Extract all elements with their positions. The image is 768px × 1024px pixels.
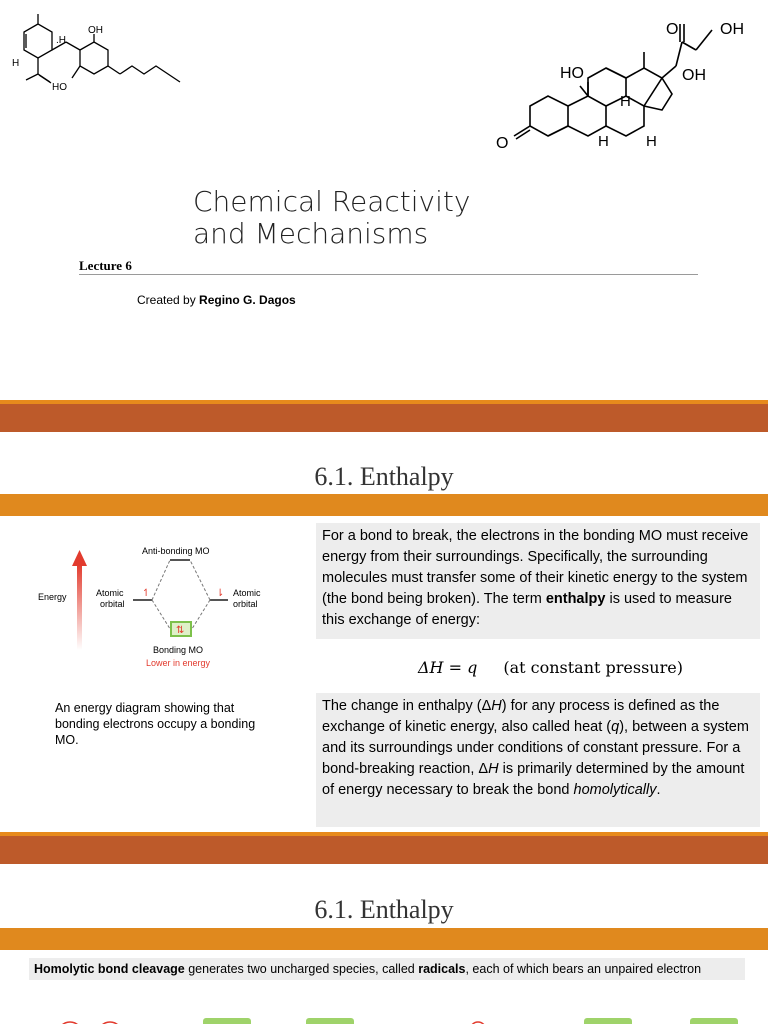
lower-energy-label: Lower in energy <box>146 658 211 668</box>
box2-text-4: is primarily determined by the amount of energy necessary to break the bond <box>322 761 745 798</box>
homolytic-definition-box <box>29 958 745 980</box>
steroid-h-mid: H <box>620 93 631 110</box>
lecture-label: Lecture 6 <box>79 258 132 273</box>
energy-label: Energy <box>38 592 67 602</box>
box2-text-3: ), between a system and its surroundings under conditions of constant pressure. For a bond-breaking reaction, Δ <box>322 719 749 777</box>
enthalpy-definition-box <box>316 693 760 827</box>
cbd-structure <box>8 6 193 106</box>
svg-text:⇅: ⇅ <box>176 625 185 636</box>
author-line <box>137 293 296 307</box>
box1-bold-term: enthalpy <box>545 591 606 607</box>
box2-italic-1: H <box>491 698 502 714</box>
cbd-oh-label: OH <box>88 25 103 36</box>
box1-text-2: is used to measure this exchange of energy: <box>322 591 732 628</box>
box2-text-5: . <box>656 782 661 798</box>
author-name: Regino G. Dagos <box>199 293 296 307</box>
steroid-h-left: H <box>598 133 609 150</box>
box2-italic-2: q <box>611 719 620 735</box>
section-title-2: 6.1. Enthalpy <box>314 895 454 924</box>
box1-text-1: For a bond to break, the electrons in the bonding MO must receive energy from their surroundings. Specifically, the surrounding molecules must transfer some of their kinetic energy to the system (the bond being broken). The term <box>322 528 749 607</box>
homolytic-text-1: generates two uncharged species, called <box>184 962 419 976</box>
homolytic-bold-1: Homolytic bond cleavage <box>34 962 185 976</box>
title-line-2: and Mechanisms <box>193 217 429 250</box>
separator-accent-2 <box>0 832 768 836</box>
box2-italic-4: homolytically <box>573 782 657 798</box>
slide-separator-band-2 <box>0 832 768 864</box>
bond-box-icon <box>690 1018 738 1024</box>
svg-text:↿: ↿ <box>142 588 151 599</box>
hydrocortisone-structure <box>496 8 762 188</box>
steroid-oh-top: OH <box>720 21 744 38</box>
separator-accent <box>0 400 768 404</box>
title-line-1: Chemical Reactivity <box>193 185 471 218</box>
cbd-h2-label: H <box>12 58 20 69</box>
steroid-h-right: H <box>646 133 657 150</box>
cbd-ho-label: HO <box>52 82 67 93</box>
formula-condition: (at constant pressure) <box>503 658 683 677</box>
cleavage-diagram-partial <box>0 1008 768 1024</box>
title-underline-band <box>0 494 768 516</box>
divider <box>79 274 698 275</box>
box2-italic-3: H <box>488 761 499 777</box>
enthalpy-intro-box <box>316 523 760 639</box>
bonding-label: Bonding MO <box>153 645 204 655</box>
steroid-o-top: O <box>666 21 679 38</box>
title-underline-band-2 <box>0 928 768 950</box>
diagram-caption: An energy diagram showing that bonding electrons occupy a bonding MO. <box>55 701 256 747</box>
box2-text-1: The change in enthalpy (Δ <box>322 698 492 714</box>
atomic-right-1: Atomic <box>233 588 261 598</box>
created-prefix: Created by <box>137 293 200 307</box>
antibonding-label: Anti-bonding MO <box>142 546 210 556</box>
steroid-o-bottom: O <box>496 135 509 152</box>
atomic-left-1: Atomic <box>96 588 124 598</box>
atomic-left-2: orbital <box>100 599 125 609</box>
bond-box-icon <box>306 1018 354 1024</box>
bond-box-icon <box>584 1018 632 1024</box>
energy-diagram <box>30 540 290 680</box>
bond-box-icon <box>203 1018 251 1024</box>
slide-title <box>193 186 470 250</box>
homolytic-bold-2: radicals <box>418 962 466 976</box>
formula-equation: ΔH = q <box>418 658 478 677</box>
energy-arrow-icon <box>77 564 82 650</box>
atomic-right-2: orbital <box>233 599 258 609</box>
section-title: 6.1. Enthalpy <box>314 462 454 491</box>
homolytic-text-2: , each of which bears an unpaired electron <box>465 962 702 976</box>
cbd-h-label: .H <box>56 35 66 46</box>
svg-text:⇂: ⇂ <box>216 588 225 599</box>
box2-text-2: ) for any process is defined as the exchange of kinetic energy, also called heat ( <box>322 698 720 735</box>
steroid-oh-right: OH <box>682 67 706 84</box>
slide-separator-band <box>0 400 768 432</box>
enthalpy-formula <box>418 658 683 677</box>
steroid-ho: HO <box>560 65 584 82</box>
